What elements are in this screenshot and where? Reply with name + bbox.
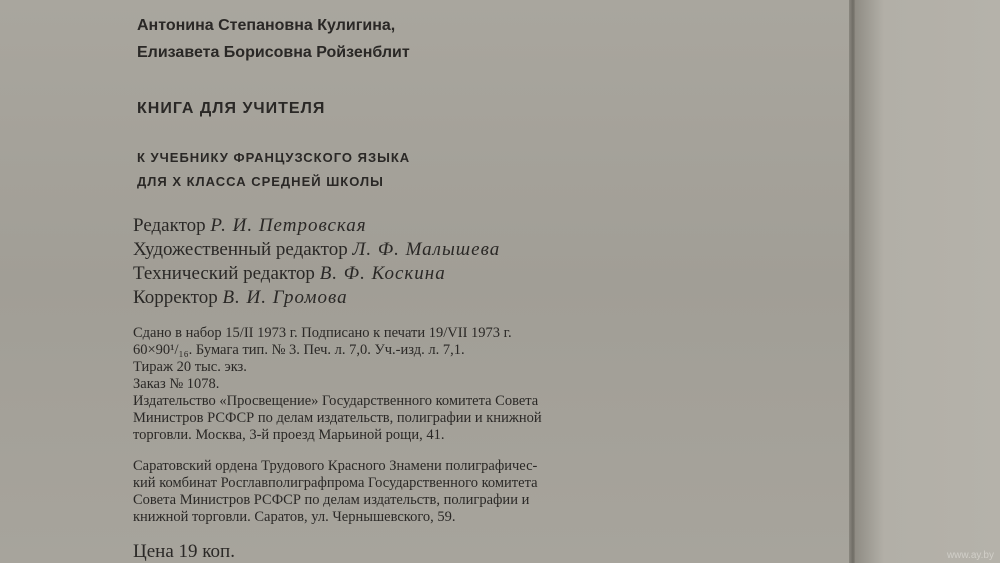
credit-role: Художественный редактор: [133, 239, 348, 260]
subtitle-line-2: ДЛЯ X КЛАССА СРЕДНЕЙ ШКОЛЫ: [137, 174, 384, 189]
credit-tech-editor: [133, 262, 500, 286]
imprint-line: Министров РСФСР по делам издательств, полиграфии и книжной: [133, 410, 542, 426]
imprint-line: 60×90¹/₁₆. Бумага тип. № 3. Печ. л. 7,0. Уч.-изд. л. 7,1.: [133, 342, 465, 358]
credit-art-editor: [133, 238, 500, 262]
authors-block: [137, 12, 410, 66]
imprint-line: Тираж 20 тыс. экз.: [133, 359, 247, 375]
credit-role: Технический редактор: [133, 263, 315, 284]
imprint-block: [133, 325, 542, 444]
credit-editor: [133, 214, 500, 238]
credit-name: Л. Ф. Малышева: [352, 239, 501, 260]
credit-name: В. И. Громова: [222, 287, 348, 308]
printer-line: Саратовский ордена Трудового Красного Знамени полиграфичес-: [133, 458, 538, 474]
subtitle-block: [137, 146, 410, 194]
printer-line: кий комбинат Росглавполиграфпрома Государственного комитета: [133, 475, 538, 491]
subtitle-line-1: К УЧЕБНИКУ ФРАНЦУЗСКОГО ЯЗЫКА: [137, 150, 411, 165]
printer-block: [133, 458, 538, 526]
printer-line: книжной торговли. Саратов, ул. Чернышевского, 59.: [133, 509, 456, 525]
printer-line: Совета Министров РСФСР по делам издательств, полиграфии и: [133, 492, 530, 508]
credit-role: Корректор: [133, 287, 218, 308]
facing-page: [855, 0, 1000, 563]
book-title: КНИГА ДЛЯ УЧИТЕЛЯ: [137, 100, 326, 117]
imprint-line: Заказ № 1078.: [133, 376, 220, 392]
credit-role: Редактор: [133, 215, 206, 236]
credit-name: Р. И. Петровская: [210, 215, 367, 236]
price: Цена 19 коп.: [133, 541, 235, 562]
watermark: www.ay.by: [946, 550, 994, 561]
credit-name: В. Ф. Коскина: [319, 263, 446, 284]
credits-block: [133, 214, 500, 310]
imprint-line: Сдано в набор 15/II 1973 г. Подписано к печати 19/VII 1973 г.: [133, 325, 512, 341]
imprint-line: Издательство «Просвещение» Государственного комитета Совета: [133, 393, 539, 409]
imprint-line: торговли. Москва, 3-й проезд Марьиной рощи, 41.: [133, 427, 445, 443]
credit-proofreader: [133, 286, 500, 310]
author-2: Елизавета Борисовна Ройзенблит: [137, 44, 410, 61]
author-1: Антонина Степановна Кулигина,: [137, 17, 396, 34]
